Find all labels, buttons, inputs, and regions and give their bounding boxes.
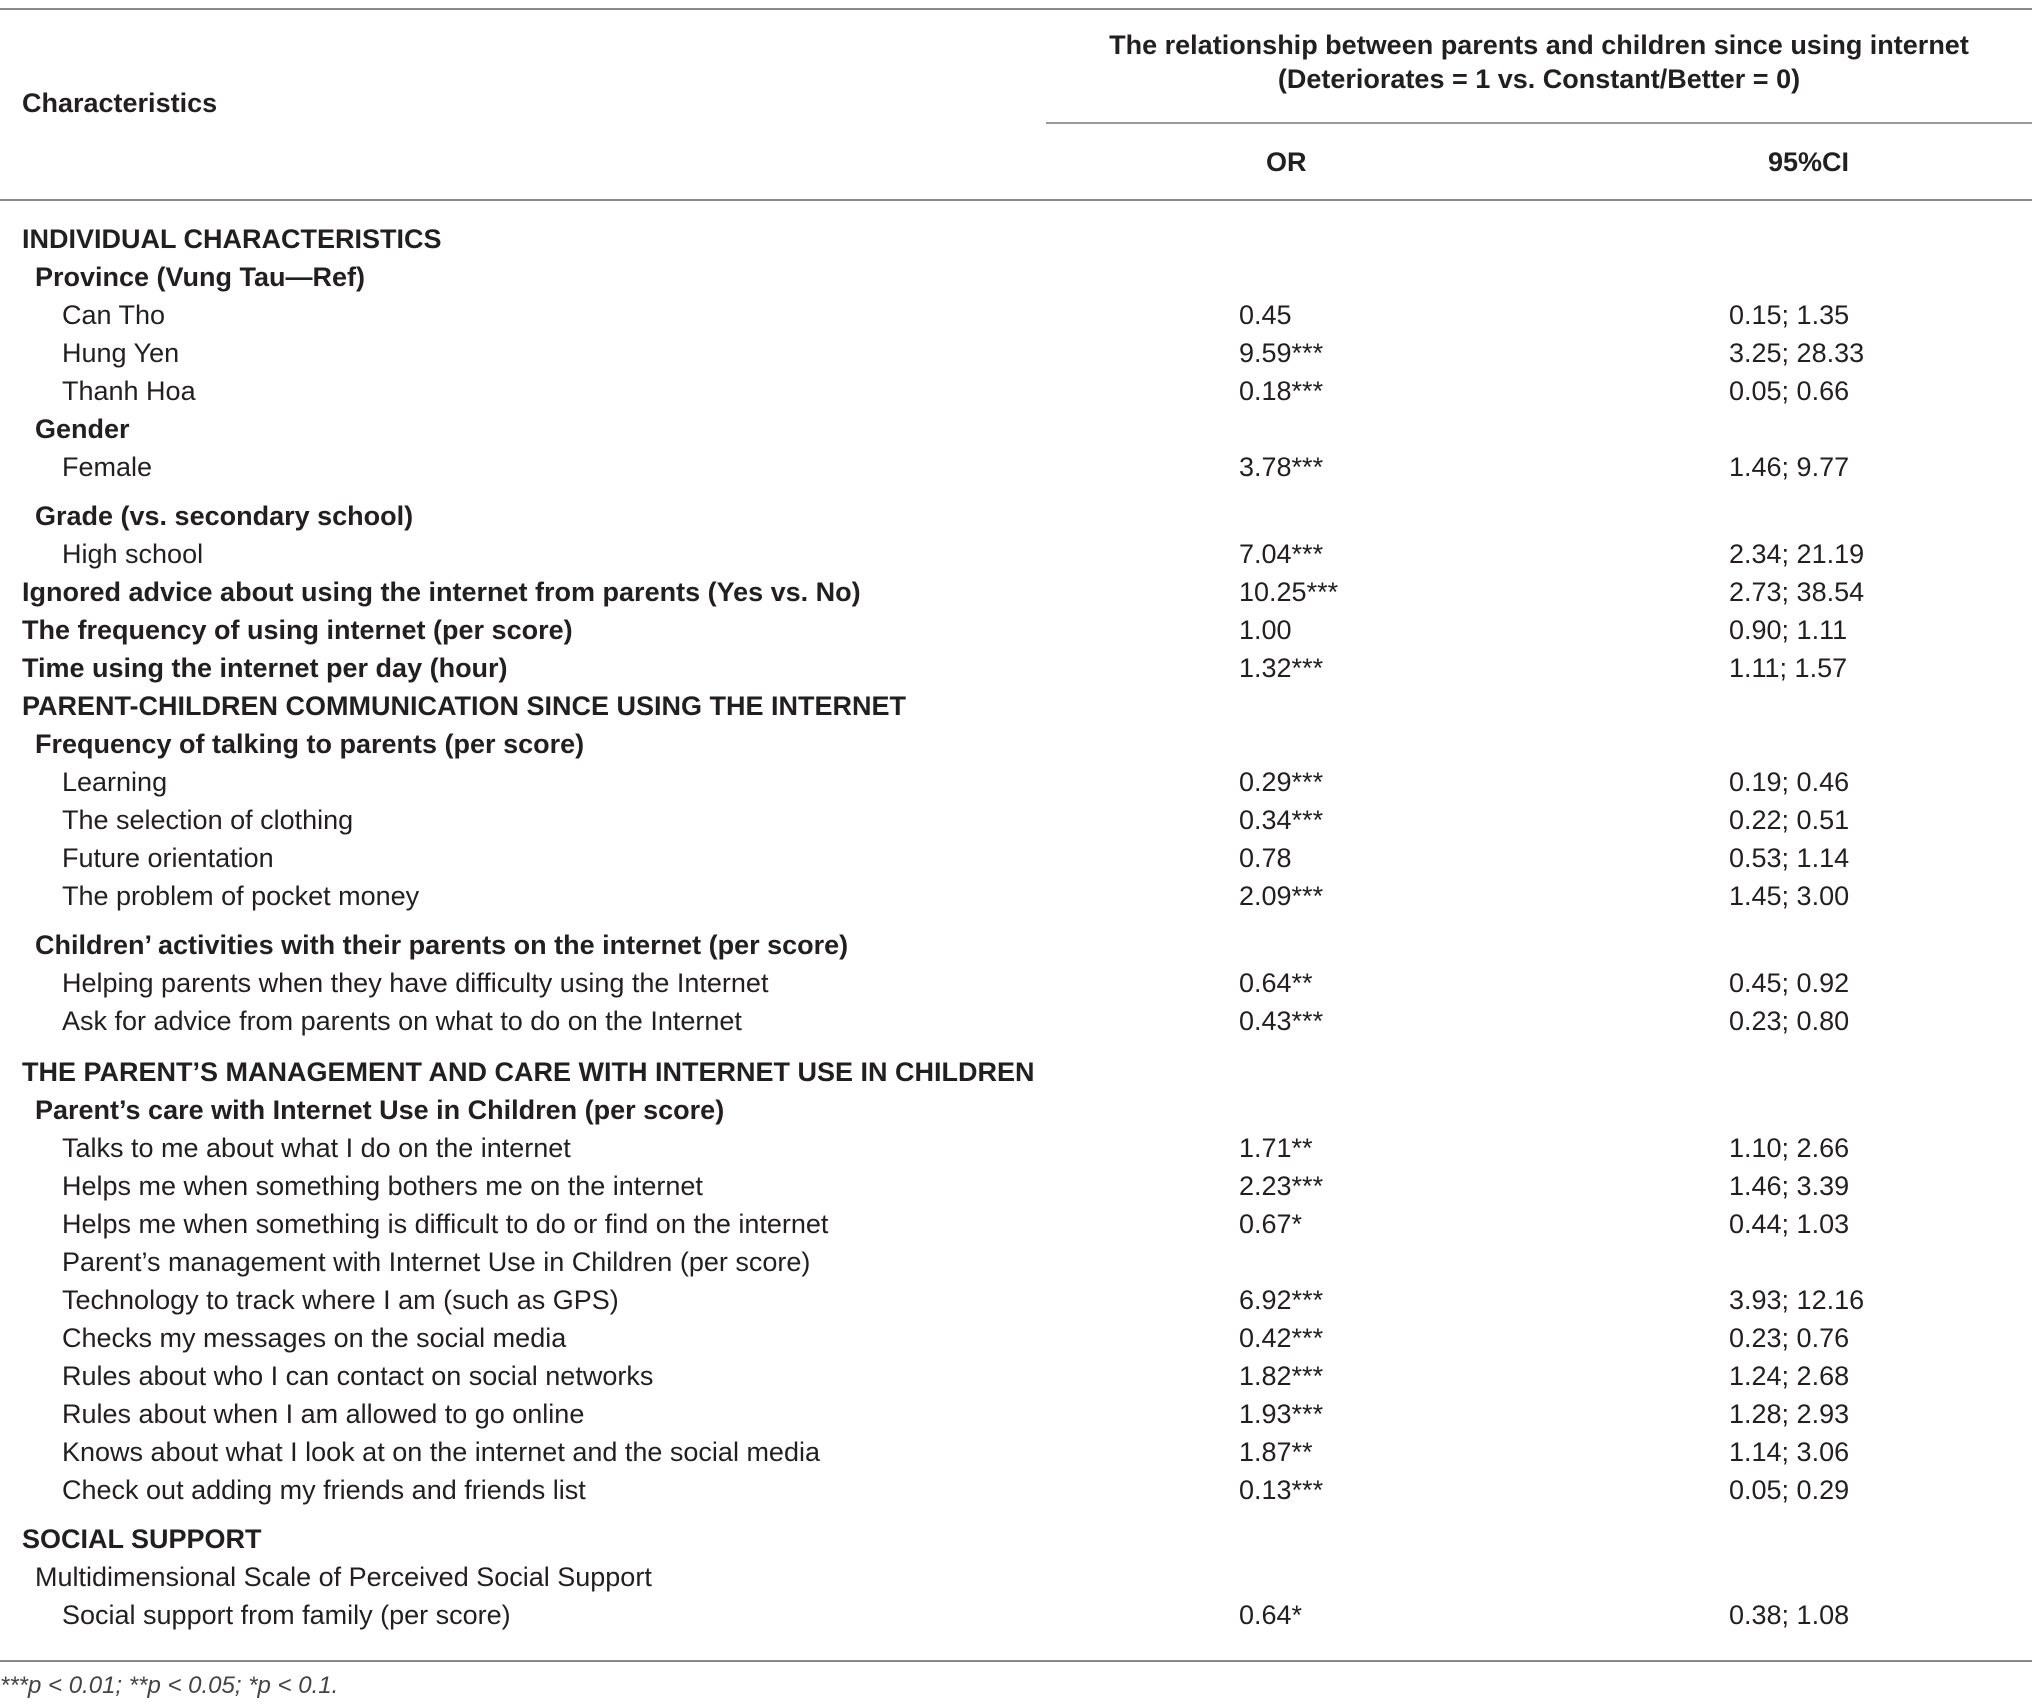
row-or: 0.67*	[1239, 1209, 1303, 1239]
table-row	[0, 220, 2032, 258]
header-sub-rule	[1046, 122, 2032, 124]
row-label: Check out adding my friends and friends list	[62, 1475, 586, 1505]
table-bottom-rule	[0, 1660, 2032, 1662]
table-row	[0, 1205, 2032, 1243]
header-title-line2: (Deteriorates = 1 vs. Constant/Better = 0)	[1277, 64, 1801, 94]
row-or: 10.25***	[1239, 577, 1339, 607]
row-label: Learning	[62, 767, 168, 797]
row-ci: 1.14; 3.06	[1729, 1437, 1850, 1467]
row-ci: 0.44; 1.03	[1729, 1209, 1850, 1239]
row-or: 6.92***	[1239, 1285, 1324, 1315]
table-row	[0, 1129, 2032, 1167]
row-label: Ignored advice about using the internet from parents (Yes vs. No)	[22, 577, 861, 607]
table-row	[0, 410, 2032, 448]
table-row	[0, 801, 2032, 839]
row-label: Time using the internet per day (hour)	[22, 653, 508, 683]
row-label: High school	[62, 539, 204, 569]
row-label: The frequency of using internet (per score)	[22, 615, 573, 645]
row-label: Talks to me about what I do on the internet	[62, 1133, 571, 1163]
row-or: 1.32***	[1239, 653, 1324, 683]
table-row	[0, 649, 2032, 687]
row-label: Rules about when I am allowed to go online	[62, 1399, 585, 1429]
footnote: ***p < 0.01; **p < 0.05; *p < 0.1.	[0, 1672, 339, 1699]
row-ci: 1.11; 1.57	[1729, 653, 1848, 683]
header-title-line1: The relationship between parents and children since using internet	[1109, 30, 1969, 60]
row-or: 0.42***	[1239, 1323, 1324, 1353]
row-or: 0.64**	[1239, 968, 1313, 998]
row-label: Helping parents when they have difficulty using the Internet	[62, 968, 769, 998]
table-row	[0, 1319, 2032, 1357]
table-row	[0, 1002, 2032, 1040]
row-label: Children’ activities with their parents on the internet (per score)	[35, 930, 849, 960]
table-row	[0, 1558, 2032, 1596]
table-row	[0, 687, 2032, 725]
row-label: Parent’s management with Internet Use in Children (per score)	[62, 1247, 811, 1277]
row-or: 0.45	[1239, 300, 1292, 330]
table-row	[0, 763, 2032, 801]
table-row	[0, 1596, 2032, 1634]
table-row	[0, 1243, 2032, 1281]
table-row	[0, 877, 2032, 915]
table-row	[0, 1281, 2032, 1319]
row-label: Female	[62, 452, 153, 482]
row-or: 1.87**	[1239, 1437, 1313, 1467]
row-ci: 0.23; 0.76	[1729, 1323, 1850, 1353]
table-top-rule	[0, 8, 2032, 10]
row-label: INDIVIDUAL CHARACTERISTICS	[22, 224, 442, 254]
table-row	[0, 1091, 2032, 1129]
row-label: Social support from family (per score)	[62, 1600, 511, 1630]
row-ci: 0.05; 0.66	[1729, 376, 1850, 406]
header-characteristics: Characteristics	[22, 88, 218, 118]
header-bottom-rule	[0, 199, 2032, 201]
row-ci: 0.45; 0.92	[1729, 968, 1850, 998]
row-label: Rules about who I can contact on social networks	[62, 1361, 654, 1391]
row-label: Future orientation	[62, 843, 274, 873]
row-ci: 0.22; 0.51	[1729, 805, 1850, 835]
row-or: 1.71**	[1239, 1133, 1313, 1163]
row-label: Frequency of talking to parents (per score)	[35, 729, 585, 759]
row-ci: 3.25; 28.33	[1729, 338, 1865, 368]
row-or: 1.82***	[1239, 1361, 1324, 1391]
row-label: Ask for advice from parents on what to do on the Internet	[62, 1006, 742, 1036]
row-label: The selection of clothing	[62, 805, 354, 835]
table-row	[0, 964, 2032, 1002]
row-or: 0.43***	[1239, 1006, 1324, 1036]
row-label: Grade (vs. secondary school)	[35, 501, 414, 531]
table-row	[0, 573, 2032, 611]
table-row	[0, 497, 2032, 535]
row-ci: 0.38; 1.08	[1729, 1600, 1850, 1630]
row-or: 2.09***	[1239, 881, 1324, 911]
row-label: Province (Vung Tau—Ref)	[35, 262, 366, 292]
row-label: Can Tho	[62, 300, 166, 330]
row-ci: 0.23; 0.80	[1729, 1006, 1850, 1036]
row-label: Technology to track where I am (such as GPS)	[62, 1285, 619, 1315]
row-or: 0.29***	[1239, 767, 1324, 797]
table-row	[0, 1357, 2032, 1395]
row-or: 9.59***	[1239, 338, 1324, 368]
row-ci: 0.19; 0.46	[1729, 767, 1850, 797]
row-or: 0.34***	[1239, 805, 1324, 835]
row-ci: 0.15; 1.35	[1729, 300, 1850, 330]
table-row	[0, 258, 2032, 296]
row-label: SOCIAL SUPPORT	[22, 1524, 262, 1554]
table-row	[0, 296, 2032, 334]
table-row	[0, 1167, 2032, 1205]
row-ci: 2.73; 38.54	[1729, 577, 1865, 607]
table-row	[0, 1053, 2032, 1091]
header-relationship-title	[1046, 28, 2032, 96]
table-row	[0, 535, 2032, 573]
row-ci: 2.34; 21.19	[1729, 539, 1865, 569]
row-label: Gender	[35, 414, 130, 444]
row-label: Hung Yen	[62, 338, 180, 368]
table-row	[0, 611, 2032, 649]
row-label: The problem of pocket money	[62, 881, 420, 911]
row-or: 0.78	[1239, 843, 1292, 873]
row-label: Parent’s care with Internet Use in Children (per score)	[35, 1095, 725, 1125]
row-ci: 0.05; 0.29	[1729, 1475, 1850, 1505]
row-ci: 1.45; 3.00	[1729, 881, 1850, 911]
row-ci: 3.93; 12.16	[1729, 1285, 1865, 1315]
row-or: 0.13***	[1239, 1475, 1324, 1505]
table-row	[0, 725, 2032, 763]
row-label: PARENT-CHILDREN COMMUNICATION SINCE USING THE INTERNET	[22, 691, 906, 721]
row-ci: 1.10; 2.66	[1729, 1133, 1850, 1163]
row-label: Thanh Hoa	[62, 376, 196, 406]
row-ci: 1.46; 9.77	[1729, 452, 1850, 482]
row-label: Helps me when something bothers me on the internet	[62, 1171, 703, 1201]
table-row	[0, 1395, 2032, 1433]
table-row	[0, 1520, 2032, 1558]
header-ci: 95%CI	[1768, 147, 1850, 177]
row-or: 3.78***	[1239, 452, 1324, 482]
row-or: 7.04***	[1239, 539, 1324, 569]
row-label: Helps me when something is difficult to do or find on the internet	[62, 1209, 829, 1239]
row-ci: 0.90; 1.11	[1729, 615, 1848, 645]
table-row	[0, 448, 2032, 486]
row-label: Knows about what I look at on the internet and the social media	[62, 1437, 820, 1467]
table-row	[0, 334, 2032, 372]
table-row	[0, 926, 2032, 964]
table-row	[0, 1471, 2032, 1509]
table-row	[0, 1433, 2032, 1471]
row-or: 0.64*	[1239, 1600, 1303, 1630]
row-ci: 1.46; 3.39	[1729, 1171, 1850, 1201]
row-ci: 0.53; 1.14	[1729, 843, 1850, 873]
row-ci: 1.24; 2.68	[1729, 1361, 1850, 1391]
row-label: THE PARENT’S MANAGEMENT AND CARE WITH INTERNET USE IN CHILDREN	[22, 1057, 1035, 1087]
row-label: Checks my messages on the social media	[62, 1323, 567, 1353]
row-label: Multidimensional Scale of Perceived Social Support	[35, 1562, 652, 1592]
row-or: 1.00	[1239, 615, 1292, 645]
table-row	[0, 839, 2032, 877]
table-row	[0, 372, 2032, 410]
row-or: 2.23***	[1239, 1171, 1324, 1201]
row-or: 0.18***	[1239, 376, 1324, 406]
header-or: OR	[1266, 147, 1307, 177]
row-or: 1.93***	[1239, 1399, 1324, 1429]
row-ci: 1.28; 2.93	[1729, 1399, 1850, 1429]
